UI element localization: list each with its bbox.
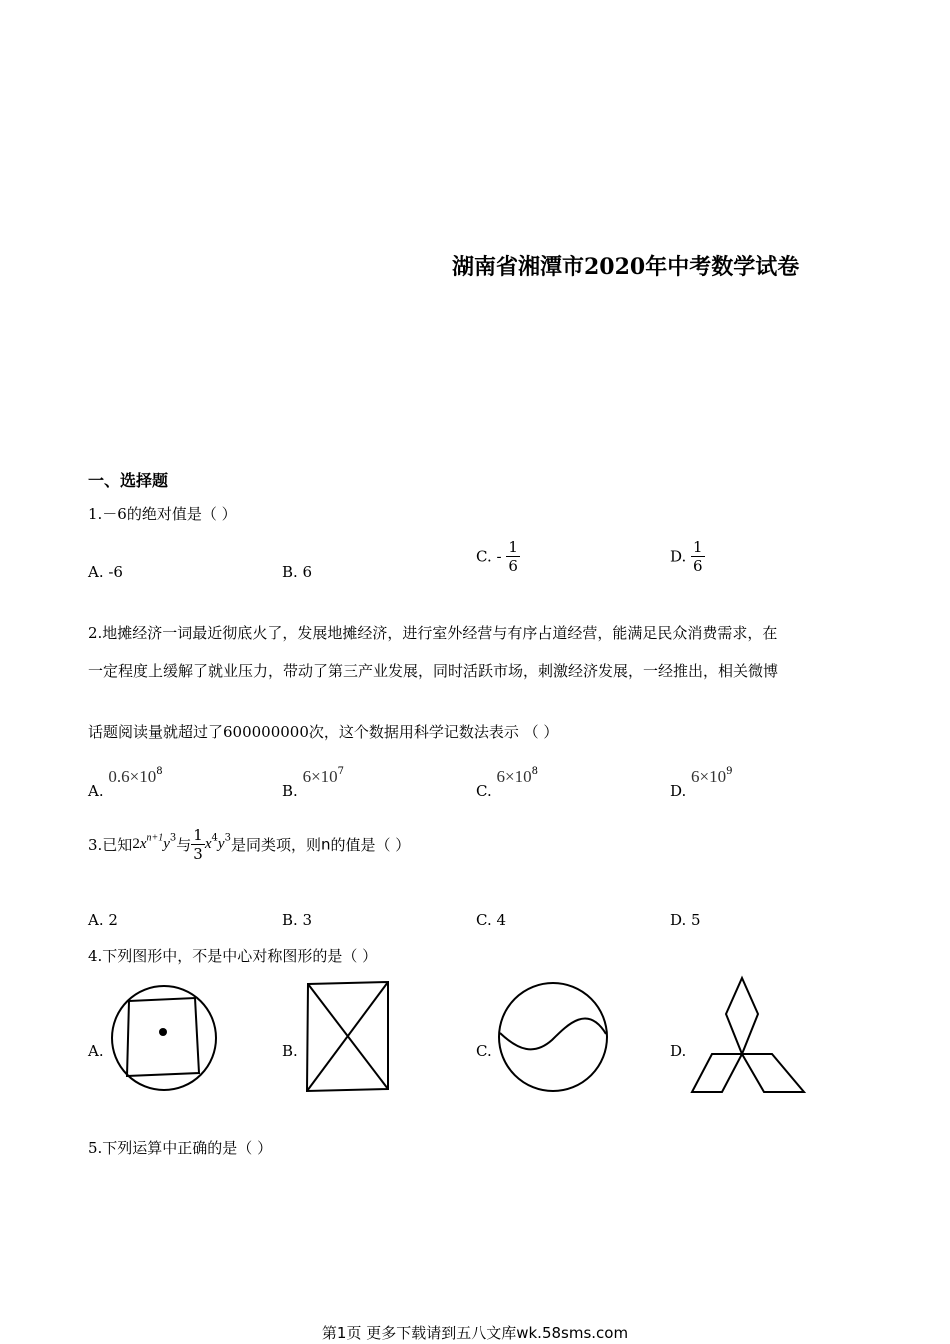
- sci-notation-base: 6×10: [691, 767, 727, 786]
- question-2-line-1: 2.地摊经济一词最近彻底火了，发展地摊经济，进行室外经营与有序占道经营，能满足民众消费需求，在: [88, 624, 778, 642]
- q1-option-a: A. -6: [88, 563, 123, 581]
- q2-option-d: [670, 766, 733, 800]
- q2-option-b: [282, 766, 345, 800]
- q3-option-c: C. 4: [476, 911, 507, 929]
- q1-option-d-fraction: [691, 538, 705, 575]
- fraction-numerator: 1: [193, 826, 203, 844]
- question-1-stem: 1.－6的绝对值是（ ）: [88, 505, 237, 523]
- q1-option-b: B. 6: [282, 563, 313, 581]
- figure-circle-s-curve: [494, 978, 612, 1096]
- option-label: B.: [282, 782, 298, 800]
- page-title: 湖南省湘潭市2020年中考数学试卷: [452, 254, 800, 280]
- fraction-numerator: 1: [693, 538, 703, 556]
- figure-d-rhombus-right: [742, 1054, 804, 1092]
- sci-notation-base: 6×10: [302, 767, 338, 786]
- sci-notation-base: 6×10: [496, 767, 532, 786]
- sci-notation-exponent: 8: [156, 766, 163, 777]
- q3-term2-x: x: [204, 836, 212, 852]
- figure-three-rhombi: [688, 974, 810, 1098]
- q4-option-a-label: A.: [88, 1042, 104, 1060]
- q3-connector: 与: [176, 836, 192, 854]
- q4-option-c-label: C.: [476, 1042, 492, 1060]
- q1-option-d-prefix: D.: [670, 547, 687, 566]
- figure-d-rhombus-left: [692, 1054, 742, 1092]
- figure-circle-square-dot: [108, 982, 220, 1094]
- page-footer: 第1页 更多下载请到五八文库wk.58sms.com: [321, 1324, 629, 1342]
- figure-a-square: [127, 998, 199, 1076]
- figure-a-dot: [159, 1028, 167, 1036]
- q2-option-a: [88, 766, 163, 800]
- q3-option-a: A. 2: [88, 911, 118, 929]
- q3-term-y-exponent: 3: [169, 832, 177, 844]
- sci-notation-base: 0.6×10: [108, 767, 157, 786]
- figure-c-curve: [500, 1018, 606, 1049]
- fraction-numerator: 1: [508, 538, 518, 556]
- q3-term2-x-exponent: 4: [211, 832, 218, 844]
- option-label: D.: [670, 782, 687, 800]
- q1-option-c-prefix: C. -: [476, 547, 502, 566]
- question-2-line-2: 一定程度上缓解了就业压力，带动了第三产业发展，同时活跃市场，刺激经济发展，一经推出，相关微博: [88, 662, 779, 680]
- q3-term-coefficient: 2: [132, 836, 140, 852]
- fraction-denominator: 6: [508, 557, 518, 575]
- q3-term2-y: y: [217, 836, 225, 852]
- sci-notation-exponent: 9: [726, 766, 733, 777]
- question-2-line-3: 话题阅读量就超过了600000000次，这个数据用科学记数法表示 （ ）: [88, 723, 559, 741]
- q4-option-d-label: D.: [670, 1042, 687, 1060]
- figure-rectangle-diagonals: [302, 978, 394, 1096]
- q3-suffix-1: 是同类项，则: [230, 836, 321, 854]
- q1-option-d: [670, 538, 705, 575]
- question-3-stem: [88, 826, 410, 863]
- q1-option-c: [476, 538, 520, 575]
- q3-fraction: [191, 826, 205, 863]
- q3-variable-n: n: [320, 835, 331, 854]
- option-label: A.: [88, 782, 104, 800]
- q3-term-y: y: [163, 836, 170, 852]
- section-heading: 一、选择题: [88, 471, 169, 490]
- q3-suffix-2: 的值是（ ）: [330, 836, 411, 854]
- option-label: C.: [476, 782, 492, 800]
- question-5-stem: 5.下列运算中正确的是（ ）: [88, 1139, 273, 1157]
- fraction-denominator: 6: [693, 557, 703, 575]
- q2-option-c: [476, 766, 538, 800]
- q3-option-b: B. 3: [282, 911, 313, 929]
- q3-term-x: x: [139, 836, 147, 852]
- question-4-stem: 4.下列图形中，不是中心对称图形的是（ ）: [88, 947, 378, 965]
- sci-notation-exponent: 8: [531, 766, 538, 777]
- figure-d-rhombus-top: [726, 978, 758, 1054]
- sci-notation-exponent: 7: [337, 766, 345, 777]
- q1-option-c-fraction: [506, 538, 520, 575]
- q4-option-b-label: B.: [282, 1042, 298, 1060]
- q3-prefix: 3.已知: [88, 836, 133, 854]
- q3-term2-y-exponent: 3: [224, 832, 231, 844]
- q3-term-x-exponent: n+1: [146, 832, 164, 844]
- q3-option-d: D. 5: [670, 911, 701, 929]
- fraction-denominator: 3: [193, 845, 203, 863]
- figure-c-circle: [499, 983, 607, 1091]
